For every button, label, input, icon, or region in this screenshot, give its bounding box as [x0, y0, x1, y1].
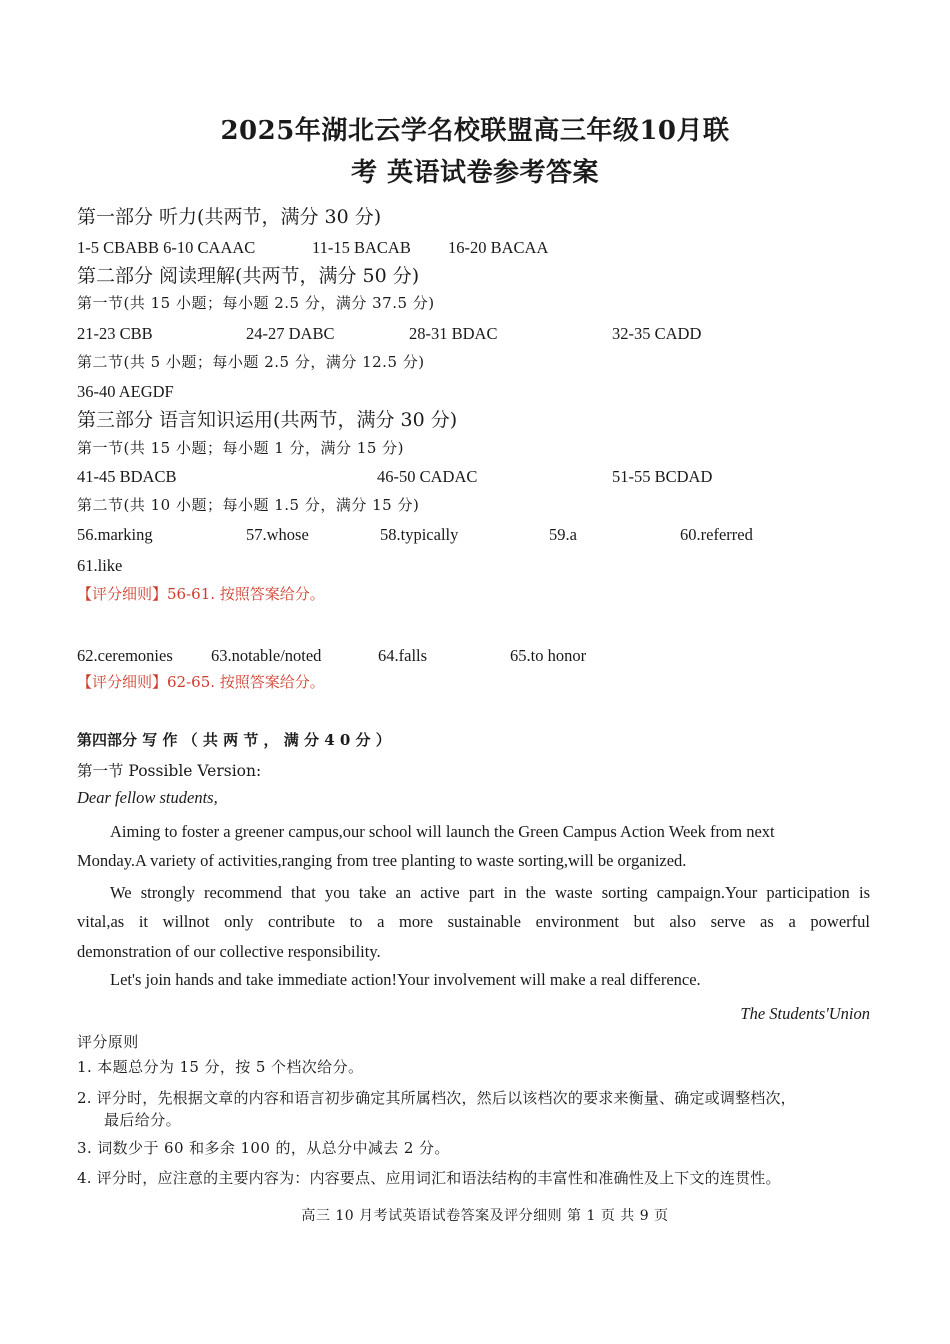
part1-heading: 第一部分 听力(共两节，满分 30 分)	[77, 206, 382, 228]
scoring-rule-2-cont: 最后给分。	[104, 1111, 182, 1129]
part2-section1-heading: 第一节(共 15 小题；每小题 2.5 分，满分 37.5 分)	[77, 294, 435, 312]
answer-65: 65.to honor	[510, 646, 587, 665]
part2-answer-36-40: 36-40 AEGDF	[77, 382, 174, 401]
letter-para2-line1: We strongly recommend that you take an active part in the waste sorting campaign.Your participation is	[110, 883, 870, 902]
answer-63: 63.notable/noted	[211, 646, 322, 665]
answer-62: 62.ceremonies	[77, 646, 173, 665]
scoring-note-62-65: 【评分细则】62-65. 按照答案给分。	[77, 673, 325, 691]
letter-para2-line2: vital,as it willnot only contribute to a more sustainable environment but also serve as a powerful	[77, 912, 870, 931]
answer-56: 56.marking	[77, 525, 153, 544]
letter-salutation: Dear fellow students,	[77, 788, 218, 807]
part2-answer-32-35: 32-35 CADD	[612, 324, 702, 343]
part2-answer-21-23: 21-23 CBB	[77, 324, 153, 343]
part3-section2-heading: 第二节(共 10 小题；每小题 1.5 分，满分 15 分)	[77, 496, 420, 514]
document-title-line1: 2025年湖北云学名校联盟高三年级10月联	[220, 116, 730, 146]
scoring-rule-3: 3. 词数少于 60 和多余 100 的，从总分中减去 2 分。	[77, 1139, 450, 1157]
answer-58: 58.typically	[380, 525, 459, 544]
part2-answer-24-27: 24-27 DABC	[246, 324, 335, 343]
part2-answer-28-31: 28-31 BDAC	[409, 324, 498, 343]
scoring-rule-4: 4. 评分时，应注意的主要内容为：内容要点、应用词汇和语法结构的丰富性和准确性及上下文的连贯性。	[77, 1169, 781, 1187]
letter-para1-line2: Monday.A variety of activities,ranging from tree planting to waste sorting,will be organized.	[77, 851, 687, 870]
part1-answer-11-15: 11-15 BACAB	[312, 238, 411, 257]
part4-section1-label: 第一节 Possible Version:	[77, 762, 262, 780]
part2-section2-heading: 第二节(共 5 小题；每小题 2.5 分，满分 12.5 分)	[77, 353, 425, 371]
scoring-note-56-61: 【评分细则】56-61. 按照答案给分。	[77, 585, 325, 603]
part1-answer-1-10: 1-5 CBABB 6-10 CAAAC	[77, 238, 256, 257]
answer-59: 59.a	[549, 525, 577, 544]
letter-signature: The Students'Union	[740, 1004, 870, 1023]
document-title-line2: 考 英语试卷参考答案	[350, 158, 600, 188]
part3-answer-46-50: 46-50 CADAC	[377, 467, 478, 486]
part3-answer-51-55: 51-55 BCDAD	[612, 467, 713, 486]
answer-64: 64.falls	[378, 646, 428, 665]
part2-heading: 第二部分 阅读理解(共两节，满分 50 分)	[77, 265, 420, 287]
scoring-rule-1: 1. 本题总分为 15 分，按 5 个档次给分。	[77, 1058, 364, 1076]
letter-para2-line3: demonstration of our collective responsibility.	[77, 942, 381, 961]
answer-60: 60.referred	[680, 525, 753, 544]
page-footer: 高三 10 月考试英语试卷答案及评分细则 第 1 页 共 9 页	[301, 1208, 669, 1224]
part1-answer-16-20: 16-20 BACAA	[448, 238, 549, 257]
part4-heading: 第四部分 写 作 （ 共 两 节 ， 满 分 4 0 分 ）	[77, 731, 391, 749]
scoring-heading: 评分原则	[77, 1033, 139, 1051]
part3-section1-heading: 第一节(共 15 小题；每小题 1 分，满分 15 分)	[77, 439, 405, 457]
letter-para1-line1: Aiming to foster a greener campus,our school will launch the Green Campus Action Week from next	[110, 822, 775, 841]
answer-57: 57.whose	[246, 525, 309, 544]
part3-answer-41-45: 41-45 BDACB	[77, 467, 177, 486]
letter-para3: Let's join hands and take immediate action!Your involvement will make a real difference.	[110, 970, 701, 989]
scoring-rule-2: 2. 评分时，先根据文章的内容和语言初步确定其所属档次，然后以该档次的要求来衡量、确定或调整档次，	[77, 1089, 796, 1107]
answer-61: 61.like	[77, 556, 123, 575]
part3-heading: 第三部分 语言知识运用(共两节，满分 30 分)	[77, 409, 458, 431]
